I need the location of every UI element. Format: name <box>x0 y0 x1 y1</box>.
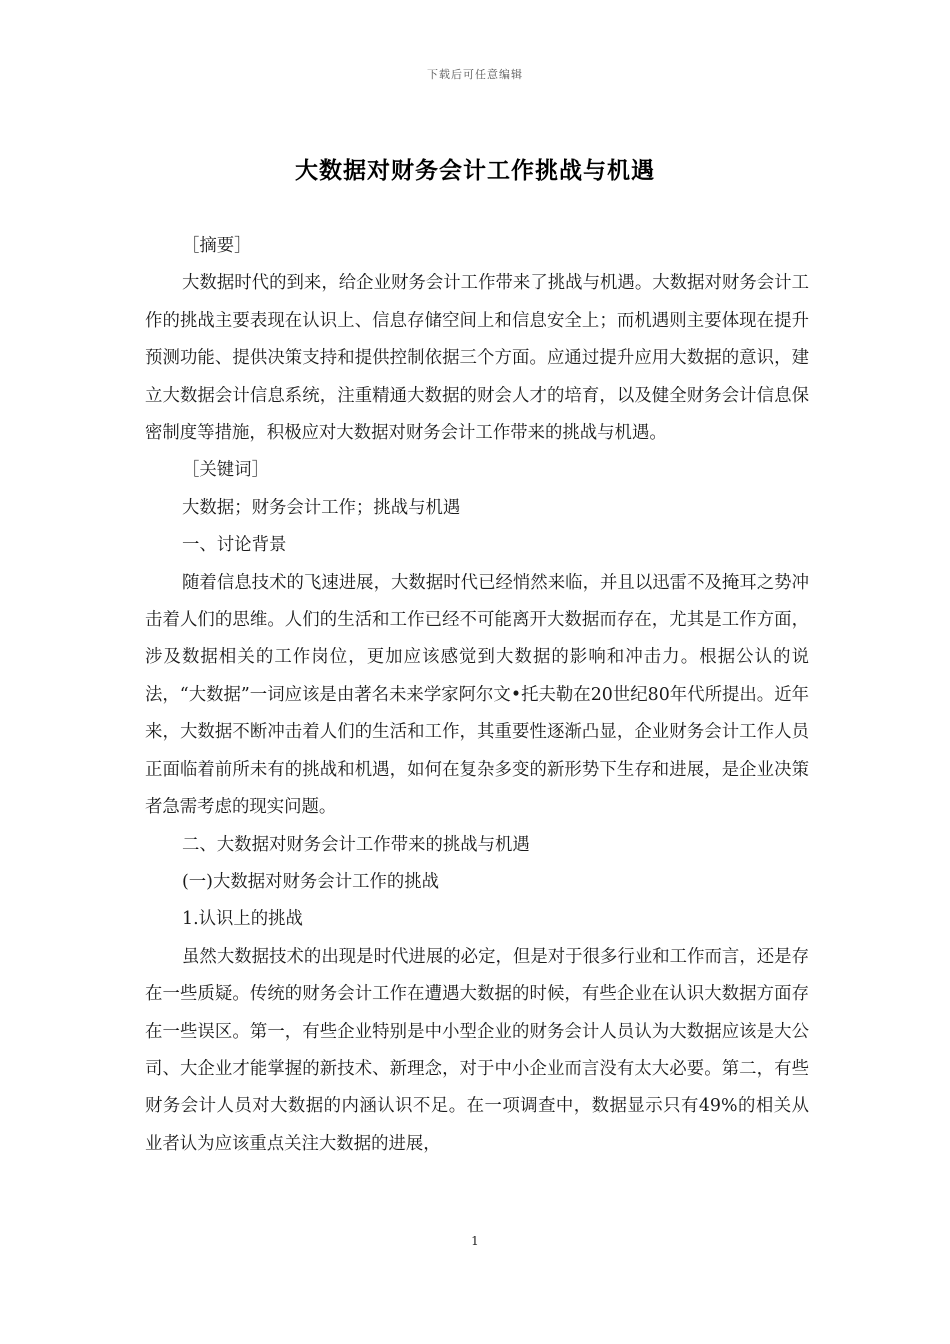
section-heading-2: 二、大数据对财务会计工作带来的挑战与机遇 <box>182 834 530 855</box>
document-body <box>145 228 809 1163</box>
page-number: 1 <box>471 1234 479 1248</box>
keywords-heading: ［关键词］ <box>182 460 269 481</box>
subsection-heading-1: (一)大数据对财务会计工作的挑战 <box>182 871 440 892</box>
document-title: 大数据对财务会计工作挑战与机遇 <box>295 157 655 184</box>
body-paragraph-background: 随着信息技术的飞速进展，大数据时代已经悄然来临，并且以迅雷不及掩耳之势冲击着人们的思维。人们的生活和工作已经不可能离开大数据而存在，尤其是工作方面，涉及数据相关的工作岗位，更加应该感觉到大数据的影响和冲击力。根据公认的说法，“大数据”一词应该是由著名未来学家阿尔文•托夫勒在20世纪80年代所提出。近年来，大数据不断冲击着人们的生活和工作，其重要性逐渐凸显，企业财务会计工作人员正面临着前所未有的挑战和机遇，如何在复杂多变的新形势下生存和进展，是企业决策者急需考虑的现实问题。 <box>145 572 809 818</box>
abstract-heading: ［摘要］ <box>182 236 252 256</box>
page-header-note: 下载后可任意编辑 <box>427 68 523 81</box>
abstract-paragraph: 大数据时代的到来，给企业财务会计工作带来了挑战与机遇。大数据对财务会计工作的挑战主要表现在认识上、信息存储空间上和信息安全上；而机遇则主要体现在提升预测功能、提供决策支持和提供控制依据三个方面。应通过提升应用大数据的意识，建立大数据会计信息系统，注重精通大数据的财会人才的培育，以及健全财务会计信息保密制度等措施，积极应对大数据对财务会计工作带来的挑战与机遇。 <box>145 273 809 444</box>
keywords-text: 大数据；财务会计工作；挑战与机遇 <box>182 497 461 518</box>
sub-subsection-heading-1: 1.认识上的挑战 <box>182 909 303 930</box>
body-paragraph-recognition: 虽然大数据技术的出现是时代进展的必定，但是对于很多行业和工作而言，还是存在一些质疑。传统的财务会计工作在遭遇大数据的时候，有些企业在认识大数据方面存在一些误区。第一，有些企业特别是中小型企业的财务会计人员认为大数据应该是大公司、大企业才能掌握的新技术、新理念，对于中小企业而言没有太大必要。第二，有些财务会计人员对大数据的内涵认识不足。在一项调查中，数据显示只有49%的相关从业者认为应该重点关注大数据的进展， <box>145 946 809 1154</box>
section-heading-1: 一、讨论背景 <box>182 535 287 556</box>
